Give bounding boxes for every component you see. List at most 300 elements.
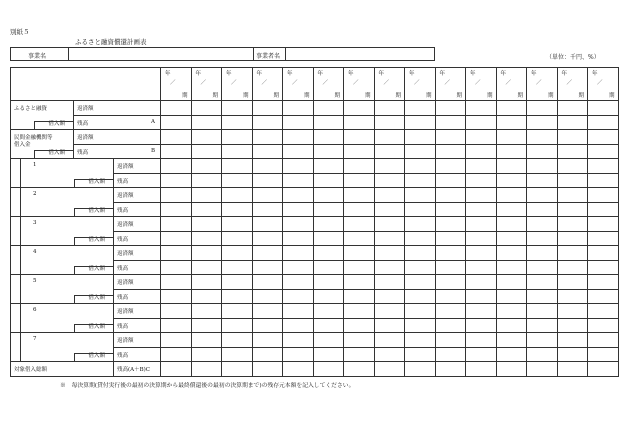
amount-cell[interactable] bbox=[435, 188, 466, 203]
amount-cell[interactable] bbox=[374, 260, 405, 275]
amount-cell[interactable] bbox=[374, 130, 405, 145]
amount-cell[interactable] bbox=[374, 275, 405, 290]
amount-cell[interactable] bbox=[405, 362, 436, 377]
amount-cell[interactable] bbox=[496, 333, 527, 348]
amount-cell[interactable] bbox=[313, 362, 344, 377]
year-label: 年 bbox=[378, 71, 385, 77]
amount-cell[interactable] bbox=[283, 231, 314, 246]
amount-cell[interactable] bbox=[557, 217, 588, 232]
amount-cell[interactable] bbox=[283, 246, 314, 261]
amount-cell[interactable] bbox=[588, 188, 619, 203]
amount-cell[interactable] bbox=[222, 202, 253, 217]
amount-cell[interactable] bbox=[496, 246, 527, 261]
amount-cell[interactable] bbox=[588, 202, 619, 217]
amount-cell[interactable] bbox=[191, 144, 222, 159]
amount-cell[interactable] bbox=[557, 260, 588, 275]
amount-cell[interactable] bbox=[527, 159, 558, 174]
amount-cell[interactable] bbox=[283, 144, 314, 159]
amount-cell[interactable] bbox=[161, 188, 192, 203]
amount-cell[interactable] bbox=[496, 188, 527, 203]
amount-cell[interactable] bbox=[222, 289, 253, 304]
amount-cell[interactable] bbox=[496, 144, 527, 159]
amount-cell[interactable] bbox=[435, 159, 466, 174]
amount-cell[interactable] bbox=[283, 289, 314, 304]
amount-cell[interactable] bbox=[527, 260, 558, 275]
amount-cell[interactable] bbox=[466, 318, 497, 333]
borrow-amount-box[interactable] bbox=[74, 353, 113, 361]
amount-cell[interactable] bbox=[191, 173, 222, 188]
amount-cell[interactable] bbox=[283, 318, 314, 333]
amount-cell[interactable] bbox=[313, 260, 344, 275]
amount-cell[interactable] bbox=[588, 318, 619, 333]
amount-cell[interactable] bbox=[283, 202, 314, 217]
amount-cell[interactable] bbox=[527, 304, 558, 319]
amount-cell[interactable] bbox=[374, 159, 405, 174]
amount-cell[interactable] bbox=[344, 362, 375, 377]
amount-cell[interactable] bbox=[405, 144, 436, 159]
amount-cell[interactable] bbox=[161, 115, 192, 130]
amount-cell[interactable] bbox=[527, 362, 558, 377]
amount-cell[interactable] bbox=[557, 304, 588, 319]
amount-cell[interactable] bbox=[191, 246, 222, 261]
amount-cell[interactable] bbox=[588, 289, 619, 304]
amount-cell[interactable] bbox=[283, 188, 314, 203]
amount-cell[interactable] bbox=[435, 217, 466, 232]
amount-cell[interactable] bbox=[527, 115, 558, 130]
amount-cell[interactable] bbox=[466, 289, 497, 304]
amount-cell[interactable] bbox=[252, 362, 283, 377]
amount-cell[interactable] bbox=[557, 115, 588, 130]
amount-cell[interactable] bbox=[344, 217, 375, 232]
amount-cell[interactable] bbox=[527, 130, 558, 145]
amount-cell[interactable] bbox=[557, 130, 588, 145]
amount-cell[interactable] bbox=[161, 275, 192, 290]
amount-cell[interactable] bbox=[405, 188, 436, 203]
borrow-amount-box[interactable] bbox=[34, 150, 73, 158]
amount-cell[interactable] bbox=[527, 347, 558, 362]
amount-cell[interactable] bbox=[466, 202, 497, 217]
amount-cell[interactable] bbox=[313, 231, 344, 246]
amount-cell[interactable] bbox=[435, 289, 466, 304]
amount-cell[interactable] bbox=[313, 130, 344, 145]
amount-cell[interactable] bbox=[466, 333, 497, 348]
amount-cell[interactable] bbox=[344, 202, 375, 217]
amount-cell[interactable] bbox=[466, 246, 497, 261]
amount-cell[interactable] bbox=[252, 188, 283, 203]
amount-cell[interactable] bbox=[252, 231, 283, 246]
amount-cell[interactable] bbox=[222, 347, 253, 362]
amount-cell[interactable] bbox=[435, 144, 466, 159]
amount-cell[interactable] bbox=[496, 289, 527, 304]
amount-cell[interactable] bbox=[374, 333, 405, 348]
operator-name-field[interactable] bbox=[285, 47, 435, 61]
amount-cell[interactable] bbox=[496, 362, 527, 377]
amount-cell[interactable] bbox=[496, 217, 527, 232]
amount-cell[interactable] bbox=[374, 173, 405, 188]
amount-cell[interactable] bbox=[374, 289, 405, 304]
amount-cell[interactable] bbox=[374, 217, 405, 232]
amount-cell[interactable] bbox=[527, 231, 558, 246]
amount-cell[interactable] bbox=[374, 347, 405, 362]
amount-cell[interactable] bbox=[527, 289, 558, 304]
amount-cell[interactable] bbox=[496, 347, 527, 362]
amount-cell[interactable] bbox=[435, 115, 466, 130]
amount-cell[interactable] bbox=[557, 173, 588, 188]
amount-cell[interactable] bbox=[466, 260, 497, 275]
amount-cell[interactable] bbox=[557, 318, 588, 333]
amount-cell[interactable] bbox=[588, 246, 619, 261]
amount-cell[interactable] bbox=[222, 101, 253, 116]
amount-cell[interactable] bbox=[405, 246, 436, 261]
amount-cell[interactable] bbox=[405, 333, 436, 348]
amount-cell[interactable] bbox=[222, 173, 253, 188]
amount-cell[interactable] bbox=[466, 275, 497, 290]
amount-cell[interactable] bbox=[161, 304, 192, 319]
amount-cell[interactable] bbox=[161, 246, 192, 261]
amount-cell[interactable] bbox=[466, 347, 497, 362]
amount-cell[interactable] bbox=[557, 289, 588, 304]
amount-cell[interactable] bbox=[283, 362, 314, 377]
amount-cell[interactable] bbox=[161, 173, 192, 188]
amount-cell[interactable] bbox=[313, 115, 344, 130]
amount-cell[interactable] bbox=[283, 333, 314, 348]
amount-cell[interactable] bbox=[191, 130, 222, 145]
amount-cell[interactable] bbox=[466, 362, 497, 377]
amount-cell[interactable] bbox=[527, 333, 558, 348]
document-title: ふるさと融資償還計画表 bbox=[75, 38, 147, 46]
amount-cell[interactable] bbox=[374, 144, 405, 159]
amount-cell[interactable] bbox=[405, 101, 436, 116]
borrow-amount-box[interactable] bbox=[74, 237, 113, 245]
amount-cell[interactable] bbox=[283, 304, 314, 319]
amount-cell[interactable] bbox=[252, 304, 283, 319]
amount-cell[interactable] bbox=[161, 260, 192, 275]
amount-cell[interactable] bbox=[374, 246, 405, 261]
amount-cell[interactable] bbox=[222, 246, 253, 261]
amount-cell[interactable] bbox=[527, 318, 558, 333]
amount-cell[interactable] bbox=[374, 115, 405, 130]
amount-cell[interactable] bbox=[435, 231, 466, 246]
amount-cell[interactable] bbox=[344, 115, 375, 130]
amount-cell[interactable] bbox=[588, 260, 619, 275]
amount-cell[interactable] bbox=[588, 144, 619, 159]
amount-cell[interactable] bbox=[252, 318, 283, 333]
amount-cell[interactable] bbox=[252, 275, 283, 290]
amount-cell[interactable] bbox=[161, 231, 192, 246]
amount-cell[interactable] bbox=[252, 333, 283, 348]
amount-cell[interactable] bbox=[588, 275, 619, 290]
amount-cell[interactable] bbox=[252, 260, 283, 275]
amount-cell[interactable] bbox=[222, 333, 253, 348]
amount-cell[interactable] bbox=[191, 260, 222, 275]
amount-cell[interactable] bbox=[344, 304, 375, 319]
amount-cell[interactable] bbox=[161, 289, 192, 304]
amount-cell[interactable] bbox=[313, 246, 344, 261]
amount-cell[interactable] bbox=[283, 275, 314, 290]
amount-cell[interactable] bbox=[191, 188, 222, 203]
amount-cell[interactable] bbox=[191, 231, 222, 246]
amount-cell[interactable] bbox=[344, 188, 375, 203]
amount-cell[interactable] bbox=[161, 159, 192, 174]
amount-cell[interactable] bbox=[313, 347, 344, 362]
amount-cell[interactable] bbox=[344, 231, 375, 246]
amount-cell[interactable] bbox=[405, 289, 436, 304]
amount-cell[interactable] bbox=[435, 246, 466, 261]
amount-cell[interactable] bbox=[252, 159, 283, 174]
amount-cell[interactable] bbox=[435, 347, 466, 362]
amount-cell[interactable] bbox=[527, 101, 558, 116]
amount-cell[interactable] bbox=[161, 217, 192, 232]
amount-cell[interactable] bbox=[344, 159, 375, 174]
borrow-amount-box[interactable] bbox=[74, 295, 113, 303]
amount-cell[interactable] bbox=[557, 362, 588, 377]
project-name-field[interactable] bbox=[68, 47, 254, 61]
amount-cell[interactable] bbox=[222, 217, 253, 232]
amount-cell[interactable] bbox=[161, 333, 192, 348]
amount-cell[interactable] bbox=[374, 231, 405, 246]
amount-cell[interactable] bbox=[222, 144, 253, 159]
amount-cell[interactable] bbox=[466, 173, 497, 188]
amount-cell[interactable] bbox=[313, 202, 344, 217]
amount-cell[interactable] bbox=[496, 260, 527, 275]
amount-cell[interactable] bbox=[191, 217, 222, 232]
amount-cell[interactable] bbox=[496, 304, 527, 319]
amount-cell[interactable] bbox=[435, 260, 466, 275]
amount-cell[interactable] bbox=[313, 188, 344, 203]
amount-cell[interactable] bbox=[344, 318, 375, 333]
amount-cell[interactable] bbox=[191, 347, 222, 362]
borrow-amount-box[interactable] bbox=[74, 324, 113, 332]
amount-cell[interactable] bbox=[252, 173, 283, 188]
amount-cell[interactable] bbox=[191, 318, 222, 333]
amount-cell[interactable] bbox=[466, 101, 497, 116]
amount-cell[interactable] bbox=[313, 144, 344, 159]
amount-cell[interactable] bbox=[435, 362, 466, 377]
amount-cell[interactable] bbox=[588, 217, 619, 232]
amount-cell[interactable] bbox=[405, 318, 436, 333]
amount-cell[interactable] bbox=[405, 275, 436, 290]
amount-cell[interactable] bbox=[496, 130, 527, 145]
amount-cell[interactable] bbox=[283, 217, 314, 232]
amount-cell[interactable] bbox=[252, 217, 283, 232]
borrow-amount-box[interactable] bbox=[74, 208, 113, 216]
amount-cell[interactable] bbox=[527, 275, 558, 290]
amount-cell[interactable] bbox=[588, 362, 619, 377]
amount-cell[interactable] bbox=[527, 144, 558, 159]
amount-cell[interactable] bbox=[313, 101, 344, 116]
amount-cell[interactable] bbox=[496, 275, 527, 290]
amount-cell[interactable] bbox=[557, 188, 588, 203]
amount-cell[interactable] bbox=[344, 144, 375, 159]
amount-cell[interactable] bbox=[344, 333, 375, 348]
amount-cell[interactable] bbox=[588, 101, 619, 116]
amount-cell[interactable] bbox=[496, 101, 527, 116]
amount-cell[interactable] bbox=[313, 217, 344, 232]
amount-cell[interactable] bbox=[252, 115, 283, 130]
amount-cell[interactable] bbox=[435, 173, 466, 188]
amount-cell[interactable] bbox=[344, 246, 375, 261]
amount-cell[interactable] bbox=[405, 130, 436, 145]
amount-cell[interactable] bbox=[222, 318, 253, 333]
amount-cell[interactable] bbox=[588, 347, 619, 362]
amount-cell[interactable] bbox=[374, 362, 405, 377]
amount-cell[interactable] bbox=[222, 260, 253, 275]
amount-cell[interactable] bbox=[191, 333, 222, 348]
amount-cell[interactable] bbox=[527, 217, 558, 232]
amount-cell[interactable] bbox=[191, 115, 222, 130]
amount-cell[interactable] bbox=[466, 217, 497, 232]
amount-cell[interactable] bbox=[435, 275, 466, 290]
amount-cell[interactable] bbox=[496, 202, 527, 217]
borrow-amount-box[interactable] bbox=[34, 121, 73, 129]
amount-cell[interactable] bbox=[191, 289, 222, 304]
amount-cell[interactable] bbox=[405, 260, 436, 275]
amount-cell[interactable] bbox=[283, 159, 314, 174]
amount-cell[interactable] bbox=[466, 304, 497, 319]
amount-cell[interactable] bbox=[252, 130, 283, 145]
amount-cell[interactable] bbox=[588, 159, 619, 174]
amount-cell[interactable] bbox=[527, 188, 558, 203]
amount-cell[interactable] bbox=[191, 202, 222, 217]
amount-cell[interactable] bbox=[222, 362, 253, 377]
amount-cell[interactable] bbox=[374, 318, 405, 333]
amount-cell[interactable] bbox=[374, 304, 405, 319]
amount-cell[interactable] bbox=[191, 362, 222, 377]
amount-cell[interactable] bbox=[466, 159, 497, 174]
amount-cell[interactable] bbox=[161, 362, 192, 377]
amount-cell[interactable] bbox=[527, 246, 558, 261]
amount-cell[interactable] bbox=[557, 101, 588, 116]
amount-cell[interactable] bbox=[435, 101, 466, 116]
amount-cell[interactable] bbox=[313, 318, 344, 333]
amount-cell[interactable] bbox=[222, 188, 253, 203]
amount-cell[interactable] bbox=[557, 202, 588, 217]
amount-cell[interactable] bbox=[466, 231, 497, 246]
amount-cell[interactable] bbox=[222, 115, 253, 130]
amount-cell[interactable] bbox=[344, 260, 375, 275]
amount-cell[interactable] bbox=[527, 202, 558, 217]
amount-cell[interactable] bbox=[252, 144, 283, 159]
amount-cell[interactable] bbox=[405, 231, 436, 246]
amount-cell[interactable] bbox=[435, 333, 466, 348]
amount-cell[interactable] bbox=[191, 275, 222, 290]
borrow-amount-box[interactable] bbox=[74, 179, 113, 187]
amount-cell[interactable] bbox=[252, 101, 283, 116]
amount-cell[interactable] bbox=[435, 304, 466, 319]
amount-cell[interactable] bbox=[252, 246, 283, 261]
amount-cell[interactable] bbox=[344, 347, 375, 362]
amount-cell[interactable] bbox=[161, 130, 192, 145]
amount-cell[interactable] bbox=[191, 101, 222, 116]
amount-cell[interactable] bbox=[466, 188, 497, 203]
amount-cell[interactable] bbox=[557, 231, 588, 246]
amount-cell[interactable] bbox=[405, 173, 436, 188]
amount-cell[interactable] bbox=[191, 304, 222, 319]
amount-cell[interactable] bbox=[588, 115, 619, 130]
amount-cell[interactable] bbox=[222, 159, 253, 174]
amount-cell[interactable] bbox=[557, 347, 588, 362]
amount-cell[interactable] bbox=[588, 130, 619, 145]
amount-cell[interactable] bbox=[222, 304, 253, 319]
amount-cell[interactable] bbox=[588, 333, 619, 348]
amount-cell[interactable] bbox=[161, 318, 192, 333]
amount-cell[interactable] bbox=[527, 173, 558, 188]
amount-cell[interactable] bbox=[344, 130, 375, 145]
amount-cell[interactable] bbox=[252, 289, 283, 304]
amount-cell[interactable] bbox=[405, 217, 436, 232]
amount-cell[interactable] bbox=[222, 130, 253, 145]
amount-cell[interactable] bbox=[588, 231, 619, 246]
amount-cell[interactable] bbox=[466, 115, 497, 130]
indent-cell bbox=[11, 246, 21, 275]
amount-cell[interactable] bbox=[161, 101, 192, 116]
amount-cell[interactable] bbox=[283, 260, 314, 275]
amount-cell[interactable] bbox=[283, 173, 314, 188]
amount-cell[interactable] bbox=[496, 318, 527, 333]
amount-cell[interactable] bbox=[496, 115, 527, 130]
amount-cell[interactable] bbox=[435, 202, 466, 217]
amount-cell[interactable] bbox=[283, 101, 314, 116]
amount-cell[interactable] bbox=[588, 304, 619, 319]
amount-cell[interactable] bbox=[405, 202, 436, 217]
balance-label: 残高 bbox=[117, 294, 129, 301]
amount-cell[interactable] bbox=[344, 173, 375, 188]
amount-cell[interactable] bbox=[222, 275, 253, 290]
amount-cell[interactable] bbox=[405, 115, 436, 130]
amount-cell[interactable] bbox=[283, 347, 314, 362]
amount-cell[interactable] bbox=[496, 231, 527, 246]
borrow-amount-box[interactable] bbox=[74, 266, 113, 274]
amount-cell[interactable] bbox=[313, 275, 344, 290]
amount-cell[interactable] bbox=[283, 115, 314, 130]
amount-cell[interactable] bbox=[222, 231, 253, 246]
amount-cell[interactable] bbox=[435, 130, 466, 145]
amount-cell[interactable] bbox=[557, 333, 588, 348]
amount-cell[interactable] bbox=[374, 188, 405, 203]
amount-cell[interactable] bbox=[557, 159, 588, 174]
amount-cell[interactable] bbox=[466, 130, 497, 145]
amount-cell[interactable] bbox=[374, 101, 405, 116]
amount-cell[interactable] bbox=[252, 347, 283, 362]
amount-cell[interactable] bbox=[313, 333, 344, 348]
amount-cell[interactable] bbox=[161, 144, 192, 159]
amount-cell[interactable] bbox=[557, 144, 588, 159]
amount-cell[interactable] bbox=[313, 304, 344, 319]
amount-cell[interactable] bbox=[496, 173, 527, 188]
amount-cell[interactable] bbox=[252, 202, 283, 217]
amount-cell[interactable] bbox=[283, 130, 314, 145]
amount-cell[interactable] bbox=[161, 347, 192, 362]
amount-cell[interactable] bbox=[374, 202, 405, 217]
amount-cell[interactable] bbox=[405, 159, 436, 174]
amount-cell[interactable] bbox=[496, 159, 527, 174]
amount-cell[interactable] bbox=[191, 159, 222, 174]
amount-cell[interactable] bbox=[557, 246, 588, 261]
amount-cell[interactable] bbox=[313, 159, 344, 174]
amount-cell[interactable] bbox=[161, 202, 192, 217]
amount-cell[interactable] bbox=[405, 304, 436, 319]
amount-cell[interactable] bbox=[344, 101, 375, 116]
amount-cell[interactable] bbox=[344, 289, 375, 304]
amount-cell[interactable] bbox=[344, 275, 375, 290]
amount-cell[interactable] bbox=[435, 318, 466, 333]
amount-cell[interactable] bbox=[588, 173, 619, 188]
amount-cell[interactable] bbox=[405, 347, 436, 362]
amount-cell[interactable] bbox=[466, 144, 497, 159]
amount-cell[interactable] bbox=[313, 289, 344, 304]
amount-cell[interactable] bbox=[557, 275, 588, 290]
amount-cell[interactable] bbox=[313, 173, 344, 188]
